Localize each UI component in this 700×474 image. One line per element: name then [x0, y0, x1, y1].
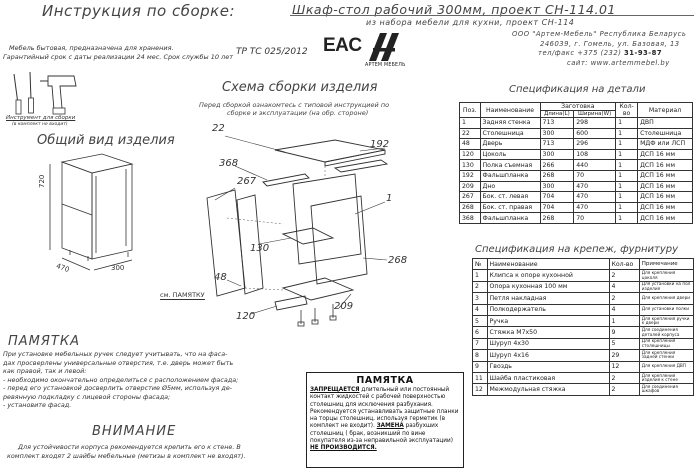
- parts-cell-m: ДВП: [638, 118, 693, 129]
- memo-line: - установите фасад.: [3, 401, 72, 409]
- memo-line: как правой, так и левой:: [3, 367, 87, 375]
- callout-1: 1: [386, 193, 393, 204]
- col-num: №: [473, 259, 488, 270]
- fittings-cell-note: Для установки полки: [639, 304, 693, 315]
- company-site: сайт: www.artemmebel.by: [567, 59, 670, 67]
- memo-box: [306, 372, 464, 468]
- part-bottom: [283, 278, 353, 300]
- callout-368: 368: [219, 158, 239, 169]
- company-name: ООО "Артем-Мебель" Республика Беларусь: [512, 30, 687, 38]
- fittings-cell-note: Для крепления столешницы: [639, 338, 693, 349]
- fittings-table: [472, 258, 694, 396]
- warning-line-1: Для устойчивости корпуса рекомендуется крепить его к стене. В: [18, 443, 241, 451]
- parts-cell-w: 70: [574, 170, 616, 181]
- fittings-cell-q: 4: [609, 281, 639, 292]
- callout-120: 120: [236, 311, 256, 322]
- fittings-cell-q: 4: [609, 304, 639, 315]
- title-underline: [290, 15, 694, 16]
- part-top-strip: [335, 160, 387, 172]
- fittings-table-row: [473, 350, 694, 361]
- callout-48: 48: [214, 272, 227, 283]
- part-back: [293, 174, 361, 264]
- memo-text-1: длительный или постоянный контакт жидкостей с рабочей поверхностью столешниц для исключения разбухания. Рекомендуется устанавливать защитные планки на торцы столешниц, используя герметик (в комплект не входит).: [310, 387, 459, 430]
- fittings-cell-name: Клипса к опоре кухонной: [487, 270, 609, 281]
- fittings-table-row: [473, 372, 694, 383]
- memo-line: дах просверлены универсальные отверстия, т.е. дверь может быть: [3, 358, 234, 367]
- brand-logo-icon: [367, 31, 403, 63]
- assembly-note-1: Перед сборкой ознакомтесь с типовой инструкцией по: [199, 101, 390, 109]
- parts-cell-l: 268: [540, 213, 574, 224]
- parts-cell-pos: 209: [460, 181, 481, 192]
- assembly-note-2: сборке и эксплуатации (на обр. стороне): [227, 109, 369, 117]
- kitchen-legs-icon: [70, 250, 128, 261]
- company-phone: [538, 49, 662, 57]
- parts-cell-w: 296: [574, 139, 616, 150]
- parts-table-row: [460, 170, 693, 181]
- parts-cell-m: ДСП 16 мм: [638, 202, 693, 213]
- parts-cell-m: ДСП 16 мм: [638, 149, 693, 160]
- parts-cell-w: 470: [574, 202, 616, 213]
- parts-cell-q: 1: [616, 118, 638, 129]
- parts-cell-q: 1: [616, 139, 638, 150]
- memo-line: При установке мебельных ручек следует учитывать, что на фаса-: [3, 350, 228, 358]
- parts-cell-pos: 48: [460, 139, 481, 150]
- fittings-cell-note: Для соединения деталей корпуса: [639, 327, 693, 338]
- callout-267: 267: [237, 176, 257, 187]
- exploded-assembly-drawing: [155, 118, 455, 338]
- parts-cell-q: 1: [616, 213, 638, 224]
- parts-table-row: [460, 192, 693, 203]
- parts-cell-pos: 267: [460, 192, 481, 203]
- memo-line: - необходимо окончательно определиться с расположением фасада;: [3, 375, 239, 384]
- part-countertop: [275, 140, 385, 162]
- parts-cell-q: 1: [616, 170, 638, 181]
- fittings-cell-n: 11: [473, 372, 488, 383]
- fittings-cell-n: 3: [473, 293, 488, 304]
- fittings-cell-name: Гвоздь: [487, 361, 609, 372]
- fittings-table-row: [473, 293, 694, 304]
- parts-cell-pos: 130: [460, 160, 481, 171]
- part-shelf: [283, 228, 333, 244]
- memo-text-2: разбухших столешниц ( брак, возникший по вине покупателя из-за неправильной эксплуатации): [310, 423, 453, 445]
- dimension-height: 720: [38, 174, 46, 188]
- fittings-cell-name: Межмодульная стяжка: [487, 384, 609, 395]
- tools-caption-1: Инструмент для сборки: [6, 115, 76, 121]
- fittings-cell-q: 2: [609, 293, 639, 304]
- dimension-depth: 470: [55, 261, 71, 275]
- dimension-width: 300: [111, 264, 125, 272]
- product-title: Шкаф-стол рабочий 300мм, проект СН-114.01: [292, 2, 616, 17]
- company-address: 246039, г. Гомель, ул. Базовая, 13: [540, 40, 680, 48]
- parts-cell-name: Бок. ст. левая: [480, 192, 540, 203]
- col-name: Наименование: [487, 259, 609, 270]
- callout-130: 130: [250, 243, 270, 254]
- fittings-cell-n: 1: [473, 270, 488, 281]
- fittings-cell-q: 2: [609, 372, 639, 383]
- parts-cell-pos: 120: [460, 149, 481, 160]
- warning-line-2: комплект входят 2 шайбы мебельные (метизы в комплект не входят).: [7, 452, 246, 460]
- parts-cell-w: 470: [574, 192, 616, 203]
- callout-268: 268: [388, 255, 408, 266]
- fittings-cell-note: Для крепления ДВП: [639, 361, 693, 372]
- memo-replacement: ЗАМЕНА: [376, 423, 404, 430]
- fittings-table-row: [473, 327, 694, 338]
- memo-left-title: ПАМЯТКА: [8, 334, 80, 349]
- memo-prohibited: ЗАПРЕЩАЕТСЯ: [310, 387, 360, 393]
- drill-icon: [40, 76, 76, 114]
- fittings-cell-name: Опора кухонная 100 мм: [487, 281, 609, 292]
- page-title: Инструкция по сборке:: [42, 2, 236, 20]
- parts-cell-name: Дверь: [480, 139, 540, 150]
- tools-illustration: [4, 64, 82, 118]
- parts-cell-m: ДСП 16 мм: [638, 213, 693, 224]
- parts-table-row: [460, 118, 693, 129]
- parts-cell-m: Столешница: [638, 128, 693, 139]
- parts-cell-q: 1: [616, 128, 638, 139]
- fittings-cell-name: Полкодержатель: [487, 304, 609, 315]
- memo-box-text: [307, 386, 463, 454]
- parts-cell-name: Дно: [480, 181, 540, 192]
- fittings-table-row: [473, 304, 694, 315]
- fittings-cell-n: 9: [473, 361, 488, 372]
- fittings-cell-note: Для установки на пол изделия: [639, 281, 693, 292]
- fittings-cell-name: Шуруп 4х16: [487, 350, 609, 361]
- fittings-cell-n: 7: [473, 338, 488, 349]
- parts-cell-q: 1: [616, 181, 638, 192]
- col-length: Длина(L): [540, 111, 574, 118]
- fittings-cell-q: 2: [609, 384, 639, 395]
- fittings-cell-n: 12: [473, 384, 488, 395]
- fittings-cell-note: Для крепления задней стенки: [639, 350, 693, 361]
- parts-cell-l: 300: [540, 128, 574, 139]
- parts-cell-q: 1: [616, 160, 638, 171]
- col-qty: Кол-во: [616, 103, 638, 118]
- memo-box-title: ПАМЯТКА: [356, 375, 414, 386]
- fittings-cell-note: Для крепления двери: [639, 293, 693, 304]
- intro-line-1: Мебель бытовая, предназначена для хранения.: [9, 44, 174, 52]
- parts-cell-l: 268: [540, 170, 574, 181]
- fittings-cell-n: 8: [473, 350, 488, 361]
- parts-cell-l: 713: [540, 118, 574, 129]
- parts-cell-pos: 1: [460, 118, 481, 129]
- parts-cell-m: ДСП 16 мм: [638, 170, 693, 181]
- parts-table: [459, 102, 693, 224]
- parts-cell-pos: 368: [460, 213, 481, 224]
- fittings-cell-n: 2: [473, 281, 488, 292]
- parts-cell-l: 713: [540, 139, 574, 150]
- col-qty: Кол-во: [609, 259, 639, 270]
- parts-cell-pos: 192: [460, 170, 481, 181]
- parts-cell-name: Задняя стенка: [480, 118, 540, 129]
- fittings-cell-q: 29: [609, 350, 639, 361]
- fittings-cell-name: Шайба пластиковая: [487, 372, 609, 383]
- col-note: Примечание: [639, 259, 693, 270]
- fittings-table-header: [473, 259, 694, 270]
- parts-cell-name: Фальшпланка: [480, 213, 540, 224]
- general-view-title: Общий вид изделия: [37, 133, 175, 148]
- parts-cell-w: 470: [574, 181, 616, 192]
- fittings-cell-name: Стяжка М7х50: [487, 327, 609, 338]
- fittings-cell-name: Петля накладная: [487, 293, 609, 304]
- parts-cell-w: 440: [574, 160, 616, 171]
- parts-cell-m: ДСП 16 мм: [638, 181, 693, 192]
- fittings-cell-n: 4: [473, 304, 488, 315]
- parts-table-row: [460, 181, 693, 192]
- memo-line: - перед его установкой досверлить отверстие Ø5мм, используя де-: [3, 384, 233, 392]
- parts-cell-q: 1: [616, 192, 638, 203]
- legs-icon: [298, 304, 336, 326]
- fittings-cell-note: Для соединения шкафов: [639, 384, 693, 395]
- part-right-side: [311, 196, 367, 284]
- parts-table-title: Спецификация на детали: [509, 84, 646, 95]
- fittings-table-row: [473, 361, 694, 372]
- fittings-table-row: [473, 270, 694, 281]
- eac-mark: EAC: [323, 35, 362, 56]
- screwdriver-2-icon: [29, 72, 34, 113]
- parts-cell-pos: 268: [460, 202, 481, 213]
- parts-cell-l: 300: [540, 181, 574, 192]
- col-pos: Поз.: [460, 103, 481, 118]
- assembly-scheme-title: Схема сборки изделия: [222, 80, 378, 95]
- fittings-table-row: [473, 315, 694, 326]
- fittings-table-row: [473, 281, 694, 292]
- fittings-cell-q: 12: [609, 361, 639, 372]
- phone-number: 31-93-87: [624, 49, 663, 57]
- tools-caption-2: (в комплект не входит): [12, 122, 68, 127]
- memo-not-done: НЕ ПРОИЗВОДИТСЯ.: [310, 445, 377, 452]
- fittings-cell-note: Для крепления цоколя: [639, 270, 693, 281]
- fittings-cell-n: 5: [473, 315, 488, 326]
- parts-cell-q: 1: [616, 202, 638, 213]
- intro-line-2: Гарантийный срок с даты реализации 24 мес. Срок службы 10 лет: [3, 53, 234, 61]
- parts-table-row: [460, 213, 693, 224]
- part-front-strip: [263, 174, 309, 186]
- parts-cell-w: 70: [574, 213, 616, 224]
- fittings-cell-name: Шуруп 4х30: [487, 338, 609, 349]
- parts-cell-l: 704: [540, 192, 574, 203]
- parts-cell-name: Полка съемная: [480, 160, 540, 171]
- fittings-cell-n: 6: [473, 327, 488, 338]
- parts-table-row: [460, 160, 693, 171]
- fittings-cell-q: 9: [609, 327, 639, 338]
- memo-line: ревянную подкладку с лицевой стороны фасада;: [3, 392, 171, 401]
- col-material: Материал: [638, 103, 693, 118]
- parts-cell-w: 298: [574, 118, 616, 129]
- parts-cell-name: Столешница: [480, 128, 540, 139]
- parts-table-row: [460, 128, 693, 139]
- parts-cell-w: 108: [574, 149, 616, 160]
- col-name: Наименование: [480, 103, 540, 118]
- parts-table-header-row-1: [460, 103, 693, 111]
- parts-table-row: [460, 149, 693, 160]
- callout-see-memo: см. ПАМЯТКУ: [160, 291, 205, 299]
- parts-cell-m: ДСП 16 мм: [638, 192, 693, 203]
- fittings-cell-q: 2: [609, 270, 639, 281]
- fittings-table-row: [473, 338, 694, 349]
- fittings-cell-note: Для крепления изделия к стене: [639, 372, 693, 383]
- parts-cell-l: 704: [540, 202, 574, 213]
- product-subtitle: из набора мебели для кухни, проект СН-114: [366, 18, 575, 27]
- memo-left-text: [3, 350, 285, 410]
- fittings-cell-name: Ручка: [487, 315, 609, 326]
- col-width: Ширина(W): [574, 111, 616, 118]
- fittings-cell-note: Для крепления ручки к двери: [639, 315, 693, 326]
- screwdriver-icon: [14, 74, 21, 114]
- parts-cell-m: МДФ или ЛСП: [638, 139, 693, 150]
- phone-label: тел/факс +375 (232): [538, 49, 622, 57]
- parts-cell-l: 300: [540, 149, 574, 160]
- parts-cell-name: Бок. ст. правая: [480, 202, 540, 213]
- fittings-cell-q: 1: [609, 315, 639, 326]
- parts-table-row: [460, 202, 693, 213]
- parts-cell-m: ДСП 16 мм: [638, 160, 693, 171]
- warning-title: ВНИМАНИЕ: [92, 424, 177, 439]
- callout-192: 192: [370, 139, 390, 150]
- fittings-table-row: [473, 384, 694, 395]
- parts-cell-q: 1: [616, 149, 638, 160]
- parts-cell-name: Цоколь: [480, 149, 540, 160]
- fittings-table-title: Спецификация на крепеж, фурнитуру: [475, 244, 678, 255]
- parts-cell-name: Фальшпланка: [480, 170, 540, 181]
- general-view-drawing: [40, 146, 140, 280]
- part-plinth: [275, 296, 307, 310]
- parts-cell-pos: 22: [460, 128, 481, 139]
- callout-22: 22: [212, 123, 225, 134]
- col-blank: Заготовка: [540, 103, 616, 111]
- parts-table-row: [460, 139, 693, 150]
- standard-code: ТР ТС 025/2012: [236, 47, 308, 57]
- callout-209: 209: [334, 301, 354, 312]
- parts-cell-l: 266: [540, 160, 574, 171]
- parts-cell-w: 600: [574, 128, 616, 139]
- brand-caption: АРТЕМ МЕБЕЛЬ: [365, 63, 406, 68]
- fittings-cell-q: 5: [609, 338, 639, 349]
